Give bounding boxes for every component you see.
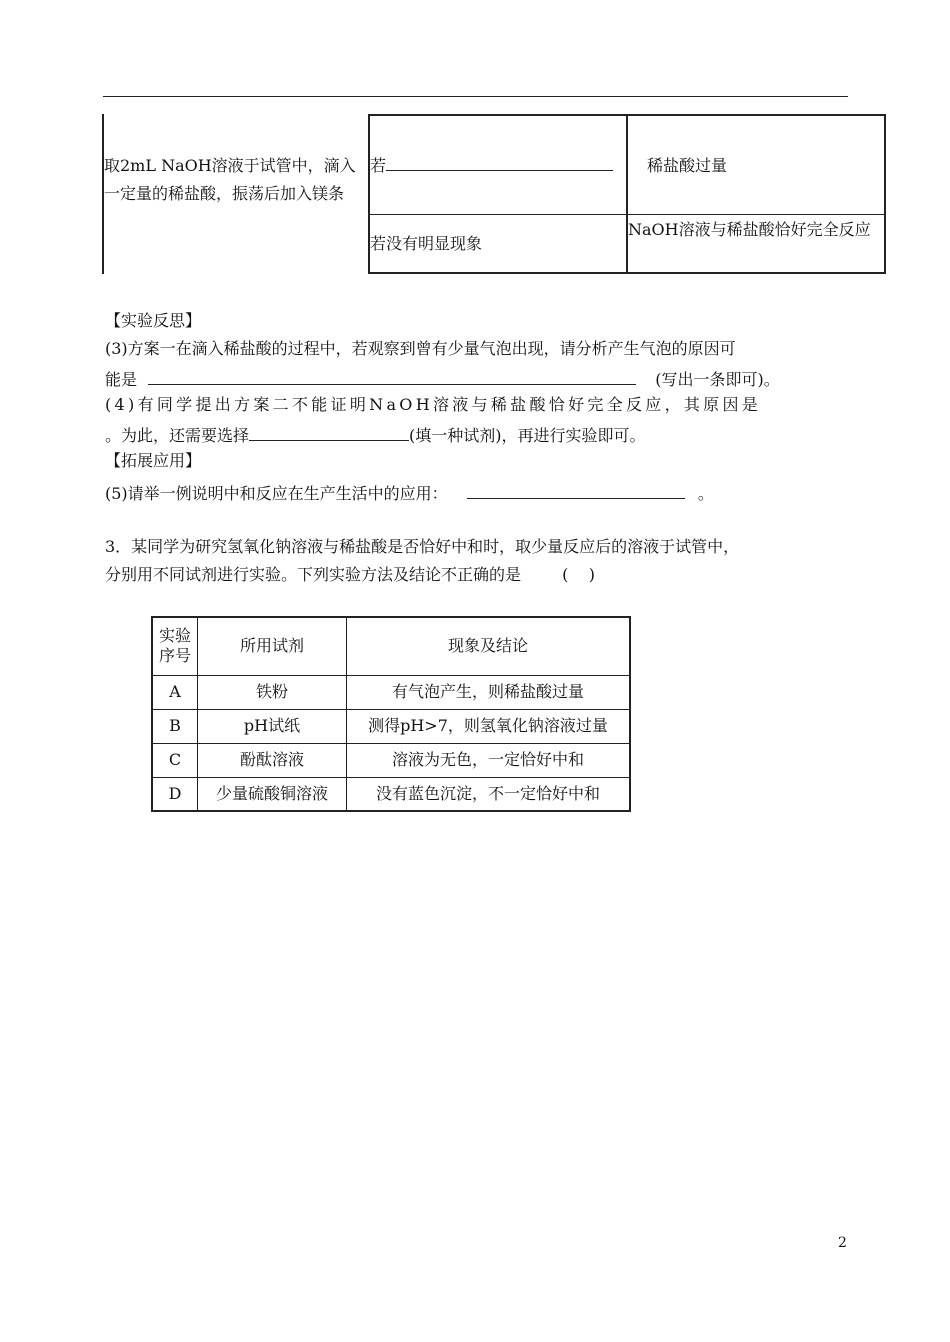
result-cell: 没有蓝色沉淀，不一定恰好中和 bbox=[347, 777, 631, 811]
procedure-text: 取2mL NaOH溶液于试管中，滴入一定量的稀盐酸，振荡后加入镁条 bbox=[104, 156, 356, 203]
header-cell: 实验序号 bbox=[152, 617, 198, 675]
row-label: B bbox=[152, 709, 198, 743]
q3-stem-line2 bbox=[105, 564, 595, 586]
result-cell: 测得pH>7，则氢氧化钠溶液过量 bbox=[347, 709, 631, 743]
row1-observation bbox=[370, 152, 626, 180]
q3-line1: (3)方案一在滴入稀盐酸的过程中，若观察到曾有少量气泡出现，请分析产生气泡的原因可 bbox=[105, 339, 736, 358]
q5-line bbox=[105, 480, 714, 505]
q5-suffix: 。 bbox=[697, 484, 714, 503]
row1-prefix: 若 bbox=[370, 156, 387, 175]
q3-line2 bbox=[105, 366, 780, 391]
q4-line2 bbox=[105, 422, 646, 447]
table-row bbox=[152, 709, 630, 743]
table-row bbox=[152, 777, 630, 811]
row2-conclusion: NaOH溶液与稀盐酸恰好完全反应 bbox=[628, 220, 871, 239]
q3-stem-line1: 3．某同学为研究氢氧化钠溶液与稀盐酸是否恰好中和时，取少量反应后的溶液于试管中， bbox=[105, 537, 740, 556]
table-row bbox=[152, 675, 630, 709]
reagent-cell: 铁粉 bbox=[198, 675, 347, 709]
row1-conclusion: 稀盐酸过量 bbox=[647, 156, 728, 175]
reagent-table bbox=[151, 616, 631, 812]
q5-answer-blank[interactable] bbox=[467, 480, 685, 499]
row-label: D bbox=[152, 777, 198, 811]
row1-answer-blank[interactable] bbox=[386, 152, 613, 171]
reagent-cell: pH试纸 bbox=[198, 709, 347, 743]
q4-answer-blank[interactable] bbox=[249, 422, 409, 441]
q5-prefix: (5)请举一例说明中和反应在生产生活中的应用： bbox=[105, 484, 448, 503]
q3-answer-blank[interactable] bbox=[148, 366, 636, 385]
experiment-table bbox=[102, 114, 886, 274]
q4-line1: (4)有同学提出方案二不能证明NaOH溶液与稀盐酸恰好完全反应，其原因是 bbox=[105, 395, 762, 414]
reagent-cell: 少量硫酸铜溶液 bbox=[198, 777, 347, 811]
application-heading: 【拓展应用】 bbox=[105, 451, 202, 470]
q4-prefix: 。为此，还需要选择 bbox=[105, 426, 250, 445]
row2-observation: 若没有明显现象 bbox=[370, 234, 483, 253]
row-label: A bbox=[152, 675, 198, 709]
reflection-heading: 【实验反思】 bbox=[105, 311, 202, 330]
result-cell: 溶液为无色，一定恰好中和 bbox=[347, 743, 631, 777]
header-cell: 现象及结论 bbox=[347, 617, 631, 675]
reagent-cell: 酚酞溶液 bbox=[198, 743, 347, 777]
row-label: C bbox=[152, 743, 198, 777]
q3-prefix: 能是 bbox=[105, 370, 138, 389]
page-number: 2 bbox=[838, 1235, 847, 1251]
q4-suffix: (填一种试剂)，再进行实验即可。 bbox=[409, 426, 646, 445]
q3-suffix: (写出一条即可)。 bbox=[655, 370, 780, 389]
table-row bbox=[152, 743, 630, 777]
table-header-row bbox=[152, 617, 630, 675]
header-cell: 所用试剂 bbox=[198, 617, 347, 675]
answer-paren: ( ) bbox=[562, 565, 595, 584]
header-rule bbox=[103, 96, 848, 97]
q3-stem-text: 分别用不同试剂进行实验。下列实验方法及结论不正确的是 bbox=[105, 565, 522, 584]
result-cell: 有气泡产生，则稀盐酸过量 bbox=[347, 675, 631, 709]
